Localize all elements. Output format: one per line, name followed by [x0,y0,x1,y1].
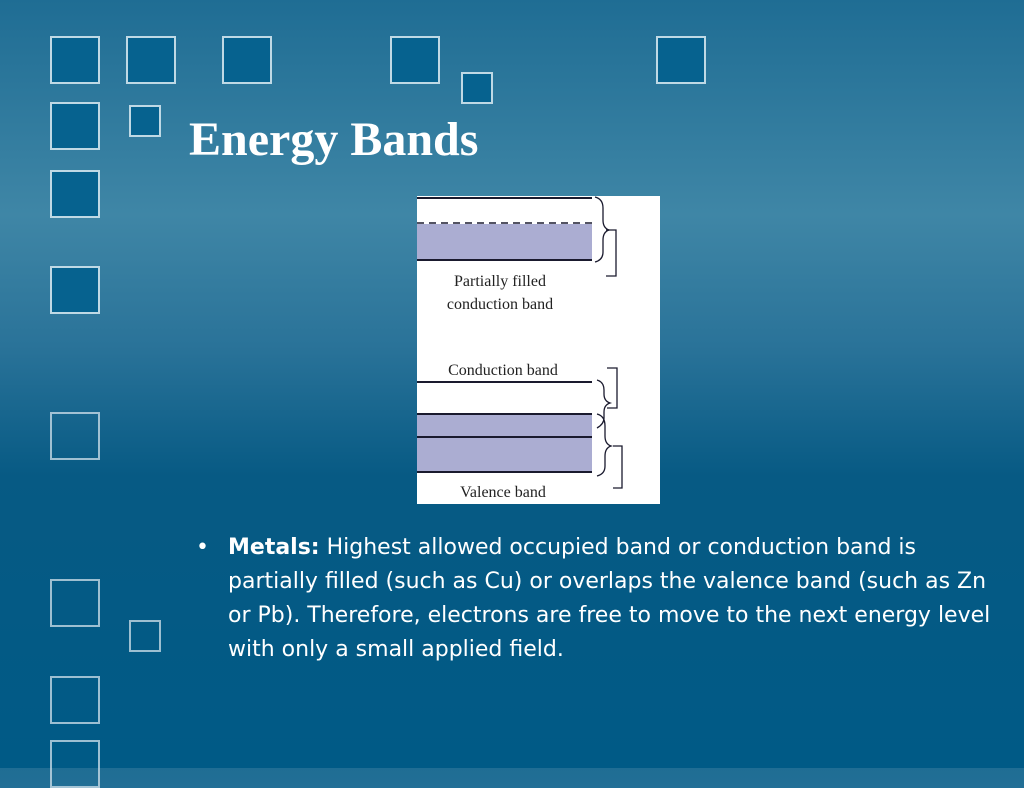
bullet-item [196,531,996,667]
partial-label-line1: Partially filled [454,273,546,290]
decor-square [390,36,440,84]
bullet-list [196,531,996,667]
decor-square [129,620,161,652]
filled-band-region [417,224,592,260]
decor-square [50,412,100,460]
curly-brace [597,380,610,428]
bullet-marker: • [196,535,209,560]
filled-band-region [417,438,592,472]
decor-square [50,676,100,724]
bullet-term: Metals: [228,535,320,560]
bullet-text: Highest allowed occupied band or conduction band is partially filled (such as Cu) or overlaps the valence band (such as Zn or Pb). Therefore, electrons are free to move to the next energy level with only a small applied field. [228,535,991,662]
decor-square [656,36,706,84]
decor-square [126,36,176,84]
energy-band-svg [417,196,660,504]
energy-band-diagram [417,196,660,504]
valence-band-label: Valence band [460,484,546,501]
decor-square [50,102,100,150]
filled-band-region [417,415,592,437]
decor-square [50,36,100,84]
decor-square [461,72,493,104]
curly-brace [597,414,611,476]
decor-square [50,740,100,788]
partial-label-line2: conduction band [446,296,554,313]
square-bracket [606,230,616,276]
decor-square [50,170,100,218]
slide-title: Energy Bands [189,113,479,166]
decor-square [222,36,272,84]
square-bracket [613,446,622,488]
decor-square [50,579,100,627]
conduction-band-label: Conduction band [448,362,558,379]
decor-square [129,105,161,137]
decor-square [50,266,100,314]
